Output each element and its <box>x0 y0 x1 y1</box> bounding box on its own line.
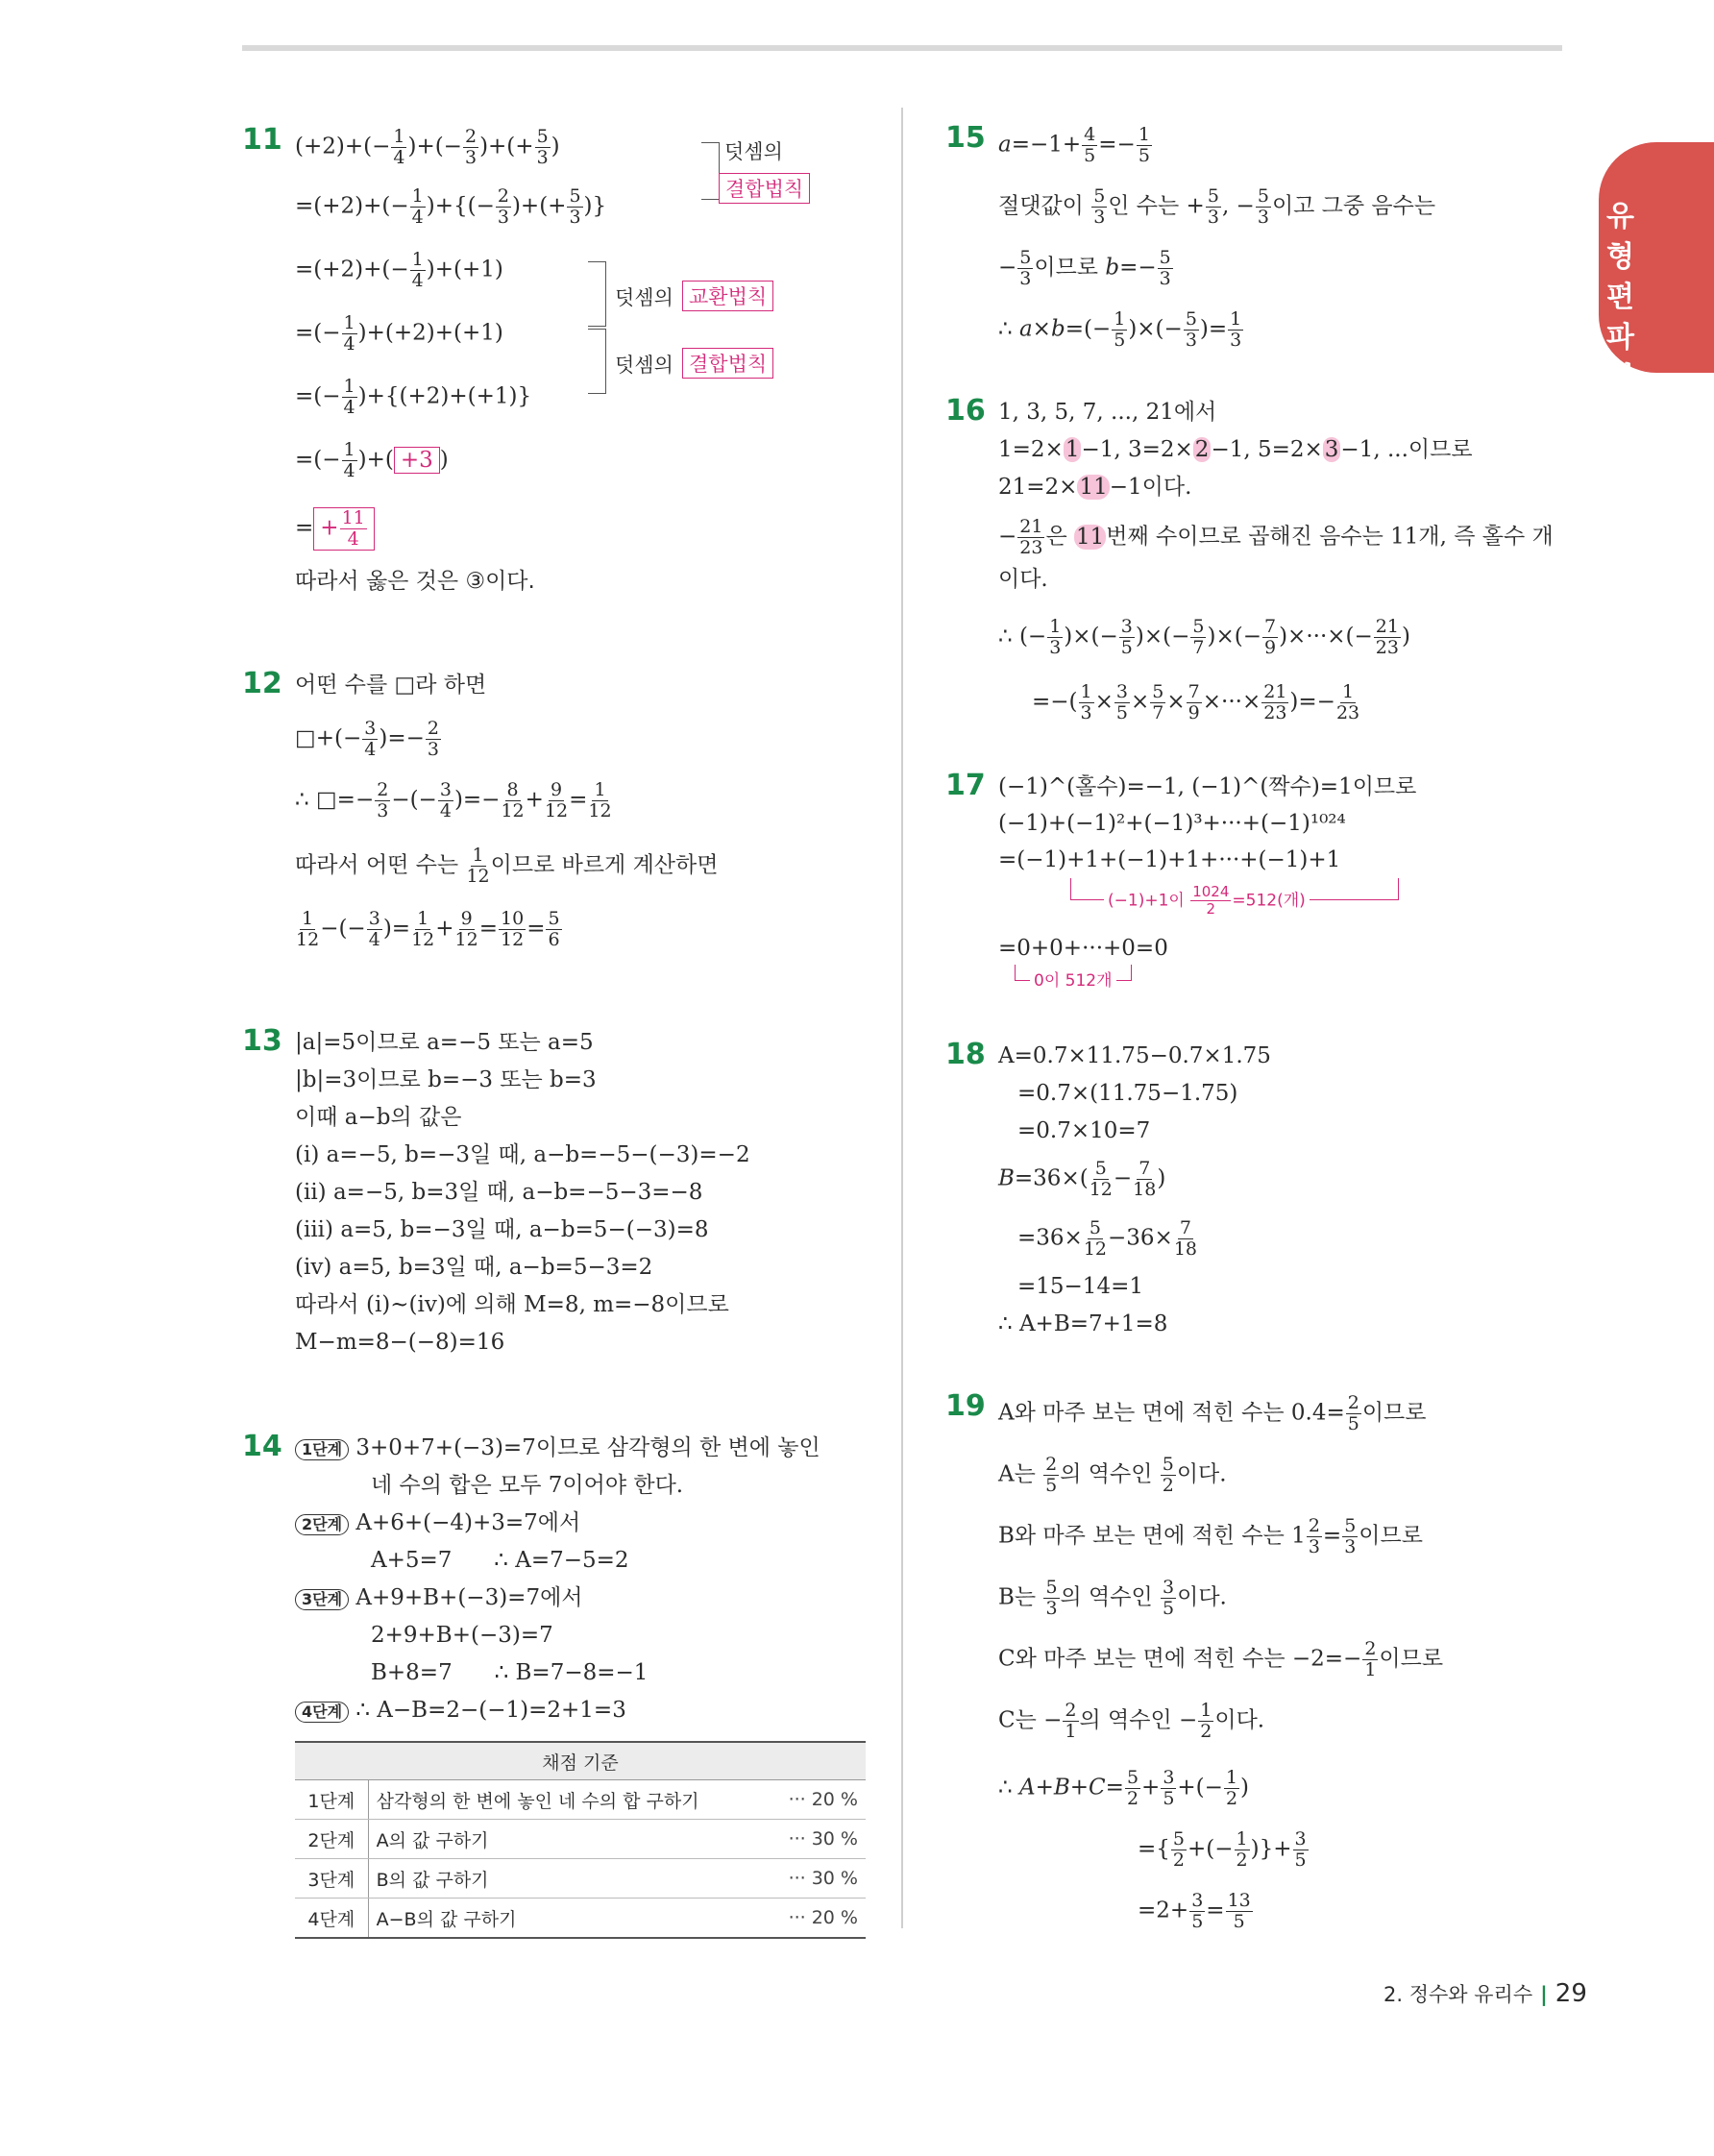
eq-line: ∴ (− $\frac{1}{3}$ )×(− $\frac{3}{5}$ )×(− $\frac{5}{7}$ )×(− $\frac{7}{9}$ )×···×(− $\frac{21}{23}$ ) <box>998 616 1410 658</box>
eq-line: =(+2)+(− $\frac{1}{4}$ )+(+1) <box>295 249 503 291</box>
eq-line: ∴ A+B+C= $\frac{5}{2}$ + $\frac{3}{5}$ +(− $\frac{1}{2}$ ) <box>998 1767 1250 1809</box>
eq-line: − $\frac{5}{3}$ 이므로 b=− $\frac{5}{3}$ <box>998 247 1171 289</box>
text-line: C는 − $\frac{2}{1}$ 의 역수인 − $\frac{1}{2}$ 이다. <box>998 1700 1265 1742</box>
result-box: + $\frac{11}{4}$ <box>313 507 374 551</box>
eq-line: ∴ □=− $\frac{2}{3}$ −(− $\frac{3}{4}$ )=− $\frac{8}{12}$ + $\frac{9}{12}$ = $\frac{1}{12}$ <box>295 779 612 821</box>
text-line: A와 마주 보는 면에 적힌 수는 0.4= $\frac{2}{5}$ 이므로 <box>998 1392 1427 1434</box>
text-line: (i) a=−5, b=−3일 때, a−b=−5−(−3)=−2 <box>295 1142 750 1167</box>
problem-number: 17 <box>945 769 986 802</box>
eq-line: $\frac{1}{12}$ −(− $\frac{3}{4}$ )= $\frac{1}{12}$ + $\frac{9}{12}$ = $\frac{10}{12}$ = $\frac{5}{6}$ <box>296 908 560 950</box>
conclusion: 따라서 옳은 것은 ③이다. <box>295 569 535 594</box>
text-line: 네 수의 합은 모두 7이어야 한다. <box>371 1473 684 1498</box>
table-row: 4단계 A−B의 값 구하기 ··· 20 % <box>295 1899 866 1939</box>
problem-number: 12 <box>242 667 282 700</box>
eq-line: =0+0+···+0=0 <box>998 936 1168 961</box>
eq-line: ∴ a×b=(− $\frac{1}{5}$ )×(− $\frac{5}{3}$ )= $\frac{1}{3}$ <box>998 308 1242 351</box>
eq-line: B=36×( $\frac{5}{12}$ − $\frac{7}{18}$ ) <box>998 1158 1166 1200</box>
problem-number: 16 <box>945 394 986 428</box>
step-badge: 4단계 <box>295 1702 349 1723</box>
top-rule <box>242 45 1562 51</box>
text-line: − $\frac{21}{23}$ 은 11번째 수이므로 곱해진 음수는 11개, 즉 홀수 개 <box>998 516 1554 558</box>
eq-line: =0.7×10=7 <box>1017 1118 1151 1143</box>
eq-line: =(− $\frac{1}{4}$ )+(+2)+(+1) <box>295 312 503 355</box>
problem-number: 13 <box>242 1024 282 1058</box>
step-line: 3단계 A+9+B+(−3)=7에서 <box>295 1583 583 1612</box>
eq-line: =−( $\frac{1}{3}$ × $\frac{3}{5}$ × $\frac{5}{7}$ × $\frac{7}{9}$ ×···× $\frac{21}{23}$ )=− $\frac{1}{23}$ <box>1032 681 1360 723</box>
text-line: (ii) a=−5, b=3일 때, a−b=−5−3=−8 <box>295 1180 703 1205</box>
eq-line: =0.7×(11.75−1.75) <box>1017 1081 1238 1106</box>
text-line: 1, 3, 5, 7, ..., 21에서 <box>998 400 1217 425</box>
text-line: 2+9+B+(−3)=7 <box>371 1623 553 1648</box>
eq-line: □+(− $\frac{3}{4}$ )=− $\frac{2}{3}$ <box>295 718 439 760</box>
text-line: (iii) a=5, b=−3일 때, a−b=5−(−3)=8 <box>295 1217 709 1242</box>
bracket <box>588 261 606 327</box>
text-line: 어떤 수를 □라 하면 <box>295 673 487 698</box>
table-row: 2단계 A의 값 구하기 ··· 30 % <box>295 1820 866 1859</box>
text-line: B는 $\frac{5}{3}$ 의 역수인 $\frac{3}{5}$ 이다. <box>998 1577 1227 1619</box>
problem-number: 15 <box>945 121 986 155</box>
problem-number: 18 <box>945 1038 986 1071</box>
eq-line: (+2)+(− $\frac{1}{4}$ )+(− $\frac{2}{3}$ )+(+ $\frac{5}{3}$ ) <box>295 126 560 168</box>
chapter-title: 2. 정수와 유리수 <box>1383 1983 1533 2006</box>
eq-line: =36× $\frac{5}{12}$ −36× $\frac{7}{18}$ <box>1017 1217 1197 1260</box>
text-line: (−1)^(홀수)=−1, (−1)^(짝수)=1이므로 <box>998 774 1417 799</box>
eq-line: =15−14=1 <box>1017 1274 1143 1299</box>
text-line: 21=2×11−1이다. <box>998 475 1192 500</box>
problem-number: 14 <box>242 1430 282 1463</box>
note-label: 덧셈의 <box>724 140 783 163</box>
eq-line: ∴ A+B=7+1=8 <box>998 1311 1168 1336</box>
eq-line: = + $\frac{11}{4}$ <box>295 507 375 551</box>
eq-line: =(−1)+1+(−1)+1+···+(−1)+1 <box>998 847 1341 872</box>
table-row: 1단계 삼각형의 한 변에 놓인 네 수의 합 구하기 ··· 20 % <box>295 1780 866 1820</box>
step-badge: 1단계 <box>295 1439 349 1460</box>
text-line: 따라서 (i)~(iv)에 의해 M=8, m=−8이므로 <box>295 1292 729 1317</box>
bracket <box>588 329 606 394</box>
table-title: 채점 기준 <box>295 1742 866 1780</box>
answer-box: +3 <box>394 447 440 474</box>
step-line: 2단계 A+6+(−4)+3=7에서 <box>295 1508 580 1537</box>
law-box: 결합법칙 <box>682 348 773 379</box>
problem-number: 19 <box>945 1389 986 1423</box>
text-line: M−m=8−(−8)=16 <box>295 1330 505 1355</box>
text-line: 1=2×1−1, 3=2×2−1, 5=2×3−1, ...이므로 <box>998 437 1473 462</box>
annotation: (−1)+1이 $\frac{1024}{2}$ =512(개) <box>1104 884 1310 918</box>
step-badge: 3단계 <box>295 1589 349 1610</box>
step-line: 4단계 ∴ A−B=2−(−1)=2+1=3 <box>295 1696 626 1725</box>
text-line: 이다. <box>998 567 1048 592</box>
text-line: 절댓값이 $\frac{5}{3}$ 인 수는 + $\frac{5}{3}$ , − $\frac{5}{3}$ 이고 그중 음수는 <box>998 185 1436 228</box>
text-line: A+5=7 ∴ A=7−5=2 <box>371 1548 629 1573</box>
text-line: (−1)+(−1)²+(−1)³+···+(−1)¹⁰²⁴ <box>998 811 1346 836</box>
text-line: |a|=5이므로 a=−5 또는 a=5 <box>295 1030 594 1055</box>
eq-line: =2+ $\frac{3}{5}$ = $\frac{13}{5}$ <box>1138 1890 1251 1932</box>
scoring-table <box>295 1741 866 1939</box>
text-line: A는 $\frac{2}{5}$ 의 역수인 $\frac{5}{2}$ 이다. <box>998 1454 1227 1496</box>
eq-line: A=0.7×11.75−0.7×1.75 <box>998 1043 1271 1068</box>
text-line: 이때 a−b의 값은 <box>295 1105 462 1130</box>
eq-line: =(+2)+(− $\frac{1}{4}$ )+{(− $\frac{2}{3}$ )+(+ $\frac{5}{3}$ )} <box>295 185 607 228</box>
text-line: (iv) a=5, b=3일 때, a−b=5−3=2 <box>295 1255 653 1280</box>
note-label: 덧셈의 <box>615 286 673 309</box>
eq-line: ={ $\frac{5}{2}$ +(− $\frac{1}{2}$ )}+ $\frac{3}{5}$ <box>1138 1828 1307 1871</box>
text-line: B와 마주 보는 면에 적힌 수는 1 $\frac{2}{3}$ = $\frac{5}{3}$ 이므로 <box>998 1515 1423 1557</box>
law-box: 결합법칙 <box>719 173 810 204</box>
step-badge: 2단계 <box>295 1514 349 1535</box>
problem-number: 11 <box>242 123 282 157</box>
note-label: 덧셈의 <box>615 354 673 377</box>
page-footer: 2. 정수와 유리수 | 29 <box>1383 1979 1587 2008</box>
side-tab-label: 유형편 파워 <box>1606 200 1634 395</box>
law-box: 교환법칙 <box>682 281 773 311</box>
annotation: 0이 512개 <box>1030 967 1116 991</box>
page-number: 29 <box>1555 1979 1587 2008</box>
step-line: 1단계 3+0+7+(−3)=7이므로 삼각형의 한 변에 놓인 <box>295 1433 820 1462</box>
bracket <box>701 142 720 200</box>
text-line: 따라서 어떤 수는 $\frac{1}{12}$ 이므로 바르게 계산하면 <box>295 845 719 887</box>
text-line: |b|=3이므로 b=−3 또는 b=3 <box>295 1067 597 1092</box>
column-divider <box>901 108 903 1928</box>
eq-line: a=−1+ $\frac{4}{5}$ =− $\frac{1}{5}$ <box>998 124 1150 166</box>
table-row: 3단계 B의 값 구하기 ··· 30 % <box>295 1859 866 1899</box>
eq-line: =(− $\frac{1}{4}$ )+{(+2)+(+1)} <box>295 376 532 418</box>
text-line: C와 마주 보는 면에 적힌 수는 −2=− $\frac{2}{1}$ 이므로 <box>998 1638 1444 1680</box>
text-line: B+8=7 ∴ B=7−8=−1 <box>371 1660 649 1685</box>
eq-line: =(− $\frac{1}{4}$ )+( +3 ) <box>295 439 449 481</box>
